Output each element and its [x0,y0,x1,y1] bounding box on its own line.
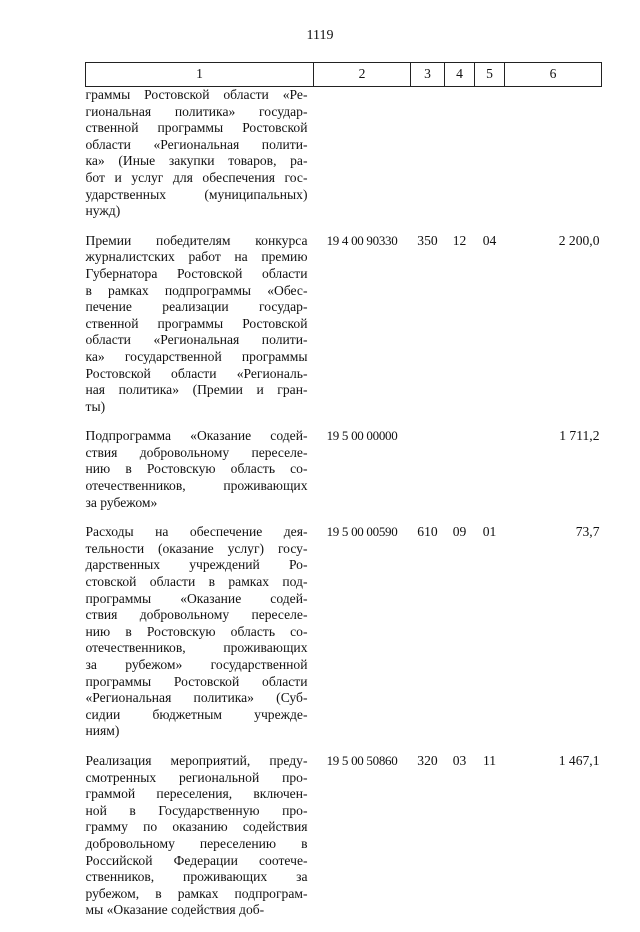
item-name-line: рубежом, в рамках подпрограм- [85,885,308,901]
item-name-cell [86,753,314,932]
item-name-line: ка» государственной программы [85,348,308,364]
table-header-row [86,63,602,87]
item-name-cell [86,524,314,753]
item-name-line: в рамках подпрограммы «Обес- [85,282,308,298]
item-name-line: отечественников, проживающих [85,640,308,656]
item-name-line: граммы Ростовской области «Ре- [85,87,308,102]
item-name-line: ствия добровольному переселе- [85,607,308,623]
section-cell [445,87,475,233]
subsection-cell: 01 [482,524,497,540]
amount-cell [505,87,602,233]
item-name-line: ствия добровольному переселе- [85,444,308,460]
item-name-line: ты) [85,398,106,414]
item-name-line: Губернатора Ростовской области [85,265,308,281]
item-name-line: области «Региональная полити- [85,136,308,152]
item-name-line: нию в Ростовскую область со- [85,623,308,639]
table-row [86,428,602,524]
item-name-line: грамму по оказанию содействия [85,819,308,835]
item-name-line: сидии бюджетным учрежде- [85,706,308,722]
subsection-cell: 11 [482,752,497,768]
item-name-line: отечественников, проживающих [85,478,308,494]
table-row [86,233,602,429]
table-row [86,87,602,233]
expense-type-cell: 320 [417,752,438,768]
column-header: 4 [445,63,475,87]
item-name-line: за рубежом» [85,494,158,510]
item-name-line: Расходы на обеспечение дея- [85,524,308,540]
item-name-cell [86,428,314,524]
item-name-line: нужд) [85,203,121,219]
target-code-cell: 19 5 00 00000 [326,428,398,444]
subsection-cell: 04 [482,232,497,248]
item-name-line: бот и услуг для обеспечения гос- [85,169,308,185]
item-name-line: Ростовской области «Региональ- [85,365,308,381]
item-name-line: журналистских работ на премию [85,249,308,265]
item-name-line: смотренных региональной про- [85,769,308,785]
item-name-line: ной в Государственную про- [85,802,308,818]
target-code-cell [314,87,411,233]
item-name-line: добровольному переселению в [85,835,308,851]
item-name-line: Премии победителям конкурса [85,232,308,248]
budget-table [85,62,602,932]
item-name-line: печение реализации государ- [85,299,308,315]
item-name-line: программы Ростовской области [85,673,308,689]
item-name-line: ка» (Иные закупки товаров, ра- [85,153,308,169]
item-name-line: граммой переселения, включен- [85,786,308,802]
item-name-line: Подпрограмма «Оказание содей- [85,428,308,444]
item-name-line: программы «Оказание содей- [85,590,308,606]
item-name-cell [86,233,314,429]
table-row [86,524,602,753]
amount-cell: 1 711,2 [559,428,600,444]
item-name-line: за рубежом» государственной [85,657,308,672]
target-code-cell: 19 4 00 90330 [326,232,398,248]
target-code-cell: 19 5 00 00590 [326,524,398,540]
item-name-line: Реализация мероприятий, преду- [85,752,308,768]
section-cell [445,428,475,524]
amount-cell: 1 467,1 [558,752,600,768]
item-name-line: мы «Оказание содействия доб- [85,902,265,918]
column-header: 2 [314,63,411,87]
section-cell: 12 [452,232,467,248]
table-row [86,753,602,932]
expense-type-cell [411,428,445,524]
column-header: 3 [411,63,445,87]
item-name-line: дарственных учреждений Ро- [85,557,308,573]
subsection-cell [475,428,505,524]
item-name-line: ственной программы Ростовской [85,120,308,136]
section-cell: 03 [452,752,467,768]
item-name-line: ственников, проживающих за [85,869,308,885]
item-name-line: области «Региональная полити- [85,332,308,348]
column-header: 5 [475,63,505,87]
item-name-line: ниям) [85,723,120,739]
expense-type-cell [411,87,445,233]
item-name-line: тельности (оказание услуг) госу- [85,540,308,556]
item-name-line: стовской области в рамках под- [85,574,308,590]
item-name-cell [86,87,314,233]
item-name-line: ная политика» (Премии и гран- [85,382,308,398]
column-header: 1 [86,63,314,87]
item-name-line: «Региональная политика» (Суб- [85,690,308,706]
item-name-line: ударственных (муниципальных) [85,186,308,202]
subsection-cell [475,87,505,233]
section-cell: 09 [452,524,467,540]
item-name-line: гиональная политика» государ- [85,103,308,119]
item-name-line: нию в Ростовскую область со- [85,461,308,477]
amount-cell: 73,7 [575,524,600,540]
item-name-line: Российской Федерации соотече- [85,852,308,868]
expense-type-cell: 350 [417,232,438,248]
column-header: 6 [505,63,602,87]
expense-type-cell: 610 [417,524,438,540]
amount-cell: 2 200,0 [558,232,600,248]
item-name-line: ственной программы Ростовской [85,315,308,331]
target-code-cell: 19 5 00 50860 [326,752,398,768]
page-number: 1119 [306,28,334,43]
